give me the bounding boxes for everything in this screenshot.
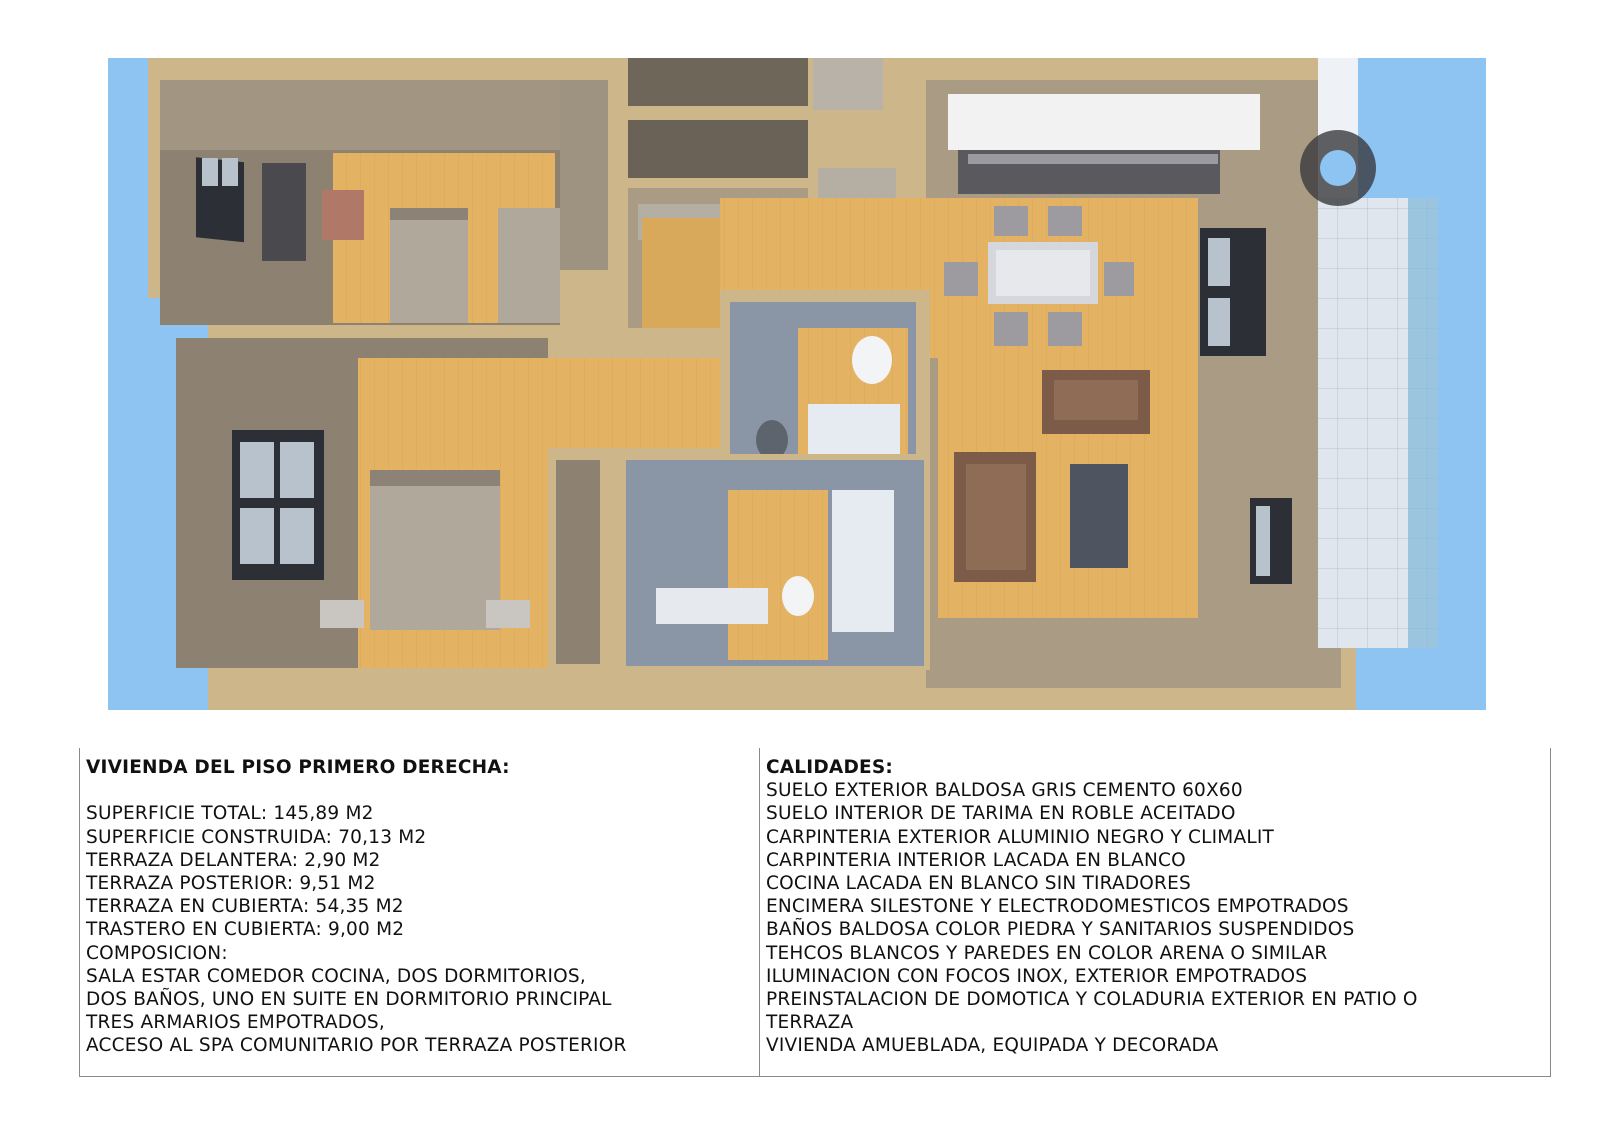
specs-line: TERRAZA DELANTERA: 2,90 M2 [86,849,381,871]
chair-icon [944,262,978,296]
qualities-line: SUELO EXTERIOR BALDOSA GRIS CEMENTO 60X60 [766,780,1243,802]
qualities-line: CARPINTERIA INTERIOR LACADA EN BLANCO [766,849,1186,871]
bathroom-2 [618,454,930,670]
specs-line: TERRAZA POSTERIOR: 9,51 M2 [86,873,376,894]
qualities-line: BAÑOS BALDOSA COLOR PIEDRA Y SANITARIOS SUSPENDIDOS [766,919,1355,941]
door-icon [813,58,883,110]
specs-line: DOS BAÑOS, UNO EN SUITE EN DORMITORIO PRINCIPAL [86,989,612,1011]
column-divider [759,748,760,1076]
bed-icon [390,208,468,323]
bathroom-1 [720,290,930,482]
kitchen-counter-icon [948,94,1260,150]
specs-title: VIVIENDA DEL PISO PRIMERO DERECHA: [86,757,510,778]
qualities-title: CALIDADES: [766,757,893,778]
nightstand-icon [486,600,530,628]
sink-icon [656,588,768,624]
toilet-icon [782,576,814,616]
qualities-line: ENCIMERA SILESTONE Y ELECTRODOMESTICOS EMPOTRADOS [766,896,1349,918]
qualities-line: PREINSTALACION DE DOMOTICA Y COLADURIA EXTERIOR EN PATIO O [766,989,1418,1011]
qualities-line: SUELO INTERIOR DE TARIMA EN ROBLE ACEITADO [766,803,1236,825]
specs-line: TERRAZA EN CUBIERTA: 54,35 M2 [86,896,404,918]
qualities-line: ILUMINACION CON FOCOS INOX, EXTERIOR EMPOTRADOS [766,965,1308,987]
chair-icon [994,312,1028,346]
qualities-line: COCINA LACADA EN BLANCO SIN TIRADORES [766,873,1191,895]
specs-line: COMPOSICION: [86,942,228,964]
qualities-line: TERRAZA [766,1012,854,1034]
specs-line: ACCESO AL SPA COMUNITARIO POR TERRAZA POSTERIOR [86,1035,627,1057]
qualities-line: TEHCOS BLANCOS Y PAREDES EN COLOR ARENA O SIMILAR [766,942,1328,964]
qualities-line: VIVIENDA AMUEBLADA, EQUIPADA Y DECORADA [766,1035,1219,1057]
specs-line: SALA ESTAR COMEDOR COCINA, DOS DORMITORIOS, [86,965,586,987]
bedroom-2 [160,80,608,325]
desk-icon [262,163,306,261]
chair-icon [994,206,1028,236]
specs-column [86,756,746,1058]
specs-line: SUPERFICIE CONSTRUIDA: 70,13 M2 [86,826,427,848]
coffee-table-icon [1070,464,1128,568]
specs-line: TRASTERO EN CUBIERTA: 9,00 M2 [86,919,405,941]
chair-icon [1048,312,1082,346]
wardrobe-icon [556,460,600,664]
bathtub-icon [832,490,894,632]
floor-plan-render [108,58,1486,710]
chair-icon [1048,206,1082,236]
qualities-line: CARPINTERIA EXTERIOR ALUMINIO NEGRO Y CLIMALIT [766,826,1274,848]
specs-line: SUPERFICIE TOTAL: 145,89 M2 [86,803,374,825]
wardrobe-icon [560,80,608,270]
sink-icon [852,336,892,384]
bedroom-1 [176,338,548,668]
chair-icon [1104,262,1134,296]
bed-icon [498,208,560,323]
nightstand-icon [320,600,364,628]
qualities-column [766,756,1526,1058]
specs-line: TRES ARMARIOS EMPOTRADOS, [86,1012,385,1034]
bed-icon [370,470,500,630]
info-table [79,748,1551,1077]
wardrobe-closet [548,456,608,670]
chair-icon [322,190,364,240]
shower-icon [808,404,900,460]
